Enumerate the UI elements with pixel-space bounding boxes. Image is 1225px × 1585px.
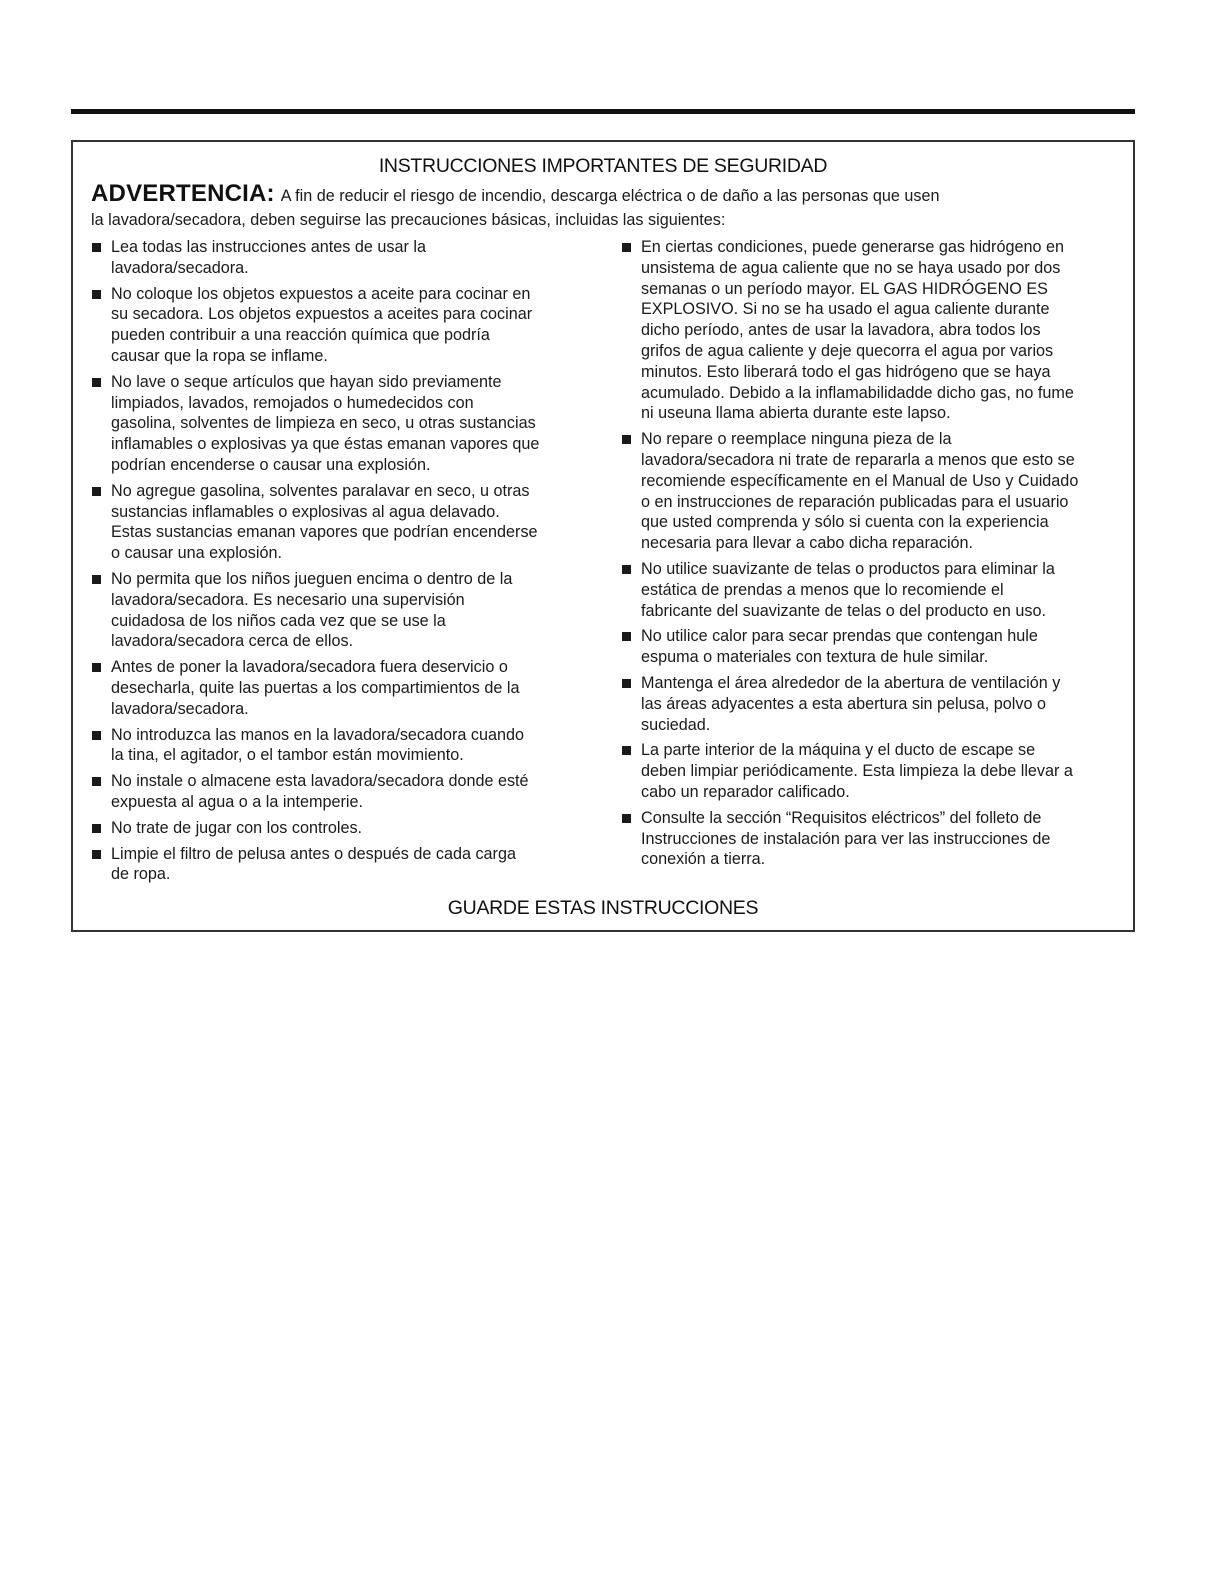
list-item-text: Mantenga el área alrededor de la abertura de ventilación y las áreas adyacentes a esta abertura sin pelusa, polvo o suciedad. [641, 673, 1061, 734]
list-item-text: No agregue gasolina, solventes paralavar en seco, u otras sustancias inflamables o explosivas al agua delavado. Estas sustancias emanan vapores que podrían encenderse o causar una explosión. [111, 481, 538, 563]
square-bullet-icon [92, 850, 101, 859]
list-item-text: No instale o almacene esta lavadora/secadora donde esté expuesta al agua o a la intemperie. [111, 772, 529, 811]
list-item-text: Limpie el filtro de pelusa antes o después de cada carga de ropa. [111, 844, 516, 884]
square-bullet-icon [622, 814, 631, 823]
list-item [621, 673, 1131, 735]
list-item-text: Lea todas las instrucciones antes de usar la lavadora/secadora. [111, 238, 426, 277]
list-item [91, 284, 591, 367]
warning-text: A fin de reducir el riesgo de incendio, descarga eléctrica o de daño a las personas que usen la lavadora/secadora, deben seguirse las precauciones básicas, incluidas las siguientes: [91, 187, 940, 229]
right-instruction-list [621, 237, 1131, 875]
list-item-text: No utilice suavizante de telas o productos para eliminar la estática de prendas a menos que lo recomiende el fabricante del suavizante de telas o del producto en uso. [641, 559, 1055, 620]
square-bullet-icon [92, 663, 101, 672]
square-bullet-icon [622, 435, 631, 444]
square-bullet-icon [622, 243, 631, 252]
list-item [91, 818, 591, 839]
square-bullet-icon [92, 378, 101, 387]
square-bullet-icon [92, 777, 101, 786]
list-item-text: La parte interior de la máquina y el ducto de escape se deben limpiar periódicamente. Esta limpieza la debe llevar a cabo un reparador calificado. [641, 741, 1073, 801]
square-bullet-icon [92, 575, 101, 584]
list-item-text: No introduzca las manos en la lavadora/secadora cuando la tina, el agitador, o el tambor están movimiento. [111, 725, 525, 765]
warning-word: ADVERTENCIA: [91, 180, 275, 207]
square-bullet-icon [622, 746, 631, 755]
top-rule [71, 109, 1135, 114]
list-item [621, 559, 1131, 621]
list-item [91, 844, 591, 886]
box-footer: GUARDE ESTAS INSTRUCCIONES [447, 897, 759, 919]
list-item-text: No trate de jugar con los controles. [111, 818, 363, 837]
square-bullet-icon [622, 679, 631, 688]
list-item-text: No permita que los niños jueguen encima o dentro de la lavadora/secadora. Es necesario una supervisión cuidadosa de los niños cada vez que se use la lavadora/secadora cerca de ellos. [111, 569, 513, 651]
square-bullet-icon [92, 731, 101, 740]
list-item [621, 626, 1131, 668]
list-item [91, 725, 591, 767]
list-item-text: Consulte la sección “Requisitos eléctricos” del folleto de Instrucciones de instalación para ver las instrucciones de conexión a tierra. [641, 808, 1051, 869]
list-item [621, 808, 1131, 870]
list-item-text: No lave o seque artículos que hayan sido previamente limpiados, lavados, remojados o humedecidos con gasolina, solventes de limpieza en seco, u otras sustancias inflamables o explosivas ya que éstas emanan vapores que podrían encenderse o causar una explosión. [111, 372, 540, 474]
square-bullet-icon [92, 824, 101, 833]
list-item-text: En ciertas condiciones, puede generarse gas hidrógeno en unsistema de agua caliente que no se haya usado por dos semanas o un período mayor. EL GAS HIDRÓGENO ES EXPLOSIVO. Si no se ha usado el agua caliente durante dicho período, antes de usar la lavadora, abra todos los grifos de agua caliente y deje quecorra el agua por varios minutos. Esto liberará todo el gas hidrógeno que se haya acumulado. Debido a la inflamabilidadde dicho gas, no fume ni useuna llama abierta durante este lapso. [641, 238, 1074, 423]
square-bullet-icon [92, 487, 101, 496]
list-item [621, 429, 1131, 554]
warning-paragraph [91, 182, 1121, 232]
list-item [91, 372, 591, 476]
list-item [91, 237, 591, 279]
left-instruction-list [91, 237, 591, 890]
list-item [91, 569, 591, 652]
square-bullet-icon [92, 243, 101, 252]
square-bullet-icon [622, 632, 631, 641]
list-item [91, 481, 591, 564]
box-title: INSTRUCCIONES IMPORTANTES DE SEGURIDAD [378, 155, 828, 177]
list-item-text: Antes de poner la lavadora/secadora fuera deservicio o desecharla, quite las puertas a los compartimientos de la lavadora/secadora. [111, 658, 520, 718]
list-item [91, 771, 591, 813]
list-item [91, 657, 591, 719]
list-item [621, 237, 1131, 424]
list-item-text: No coloque los objetos expuestos a aceite para cocinar en su secadora. Los objetos expuestos a aceites para cocinar pueden contribuir a una reacción química que podría causar que la ropa se inflame. [111, 284, 533, 365]
list-item [621, 740, 1131, 802]
list-item-text: No utilice calor para secar prendas que contengan hule espuma o materiales con textura de hule similar. [641, 627, 1038, 667]
square-bullet-icon [92, 290, 101, 299]
square-bullet-icon [622, 565, 631, 574]
safety-instructions-box [71, 140, 1135, 932]
list-item-text: No repare o reemplace ninguna pieza de la lavadora/secadora ni trate de repararla a menos que esto se recomiende específicamente en el Manual de Uso y Cuidado o en instrucciones de reparación publicadas para el usuario que usted comprenda y sólo si cuenta con la experiencia necesaria para llevar a cabo dicha reparación. [641, 430, 1079, 553]
